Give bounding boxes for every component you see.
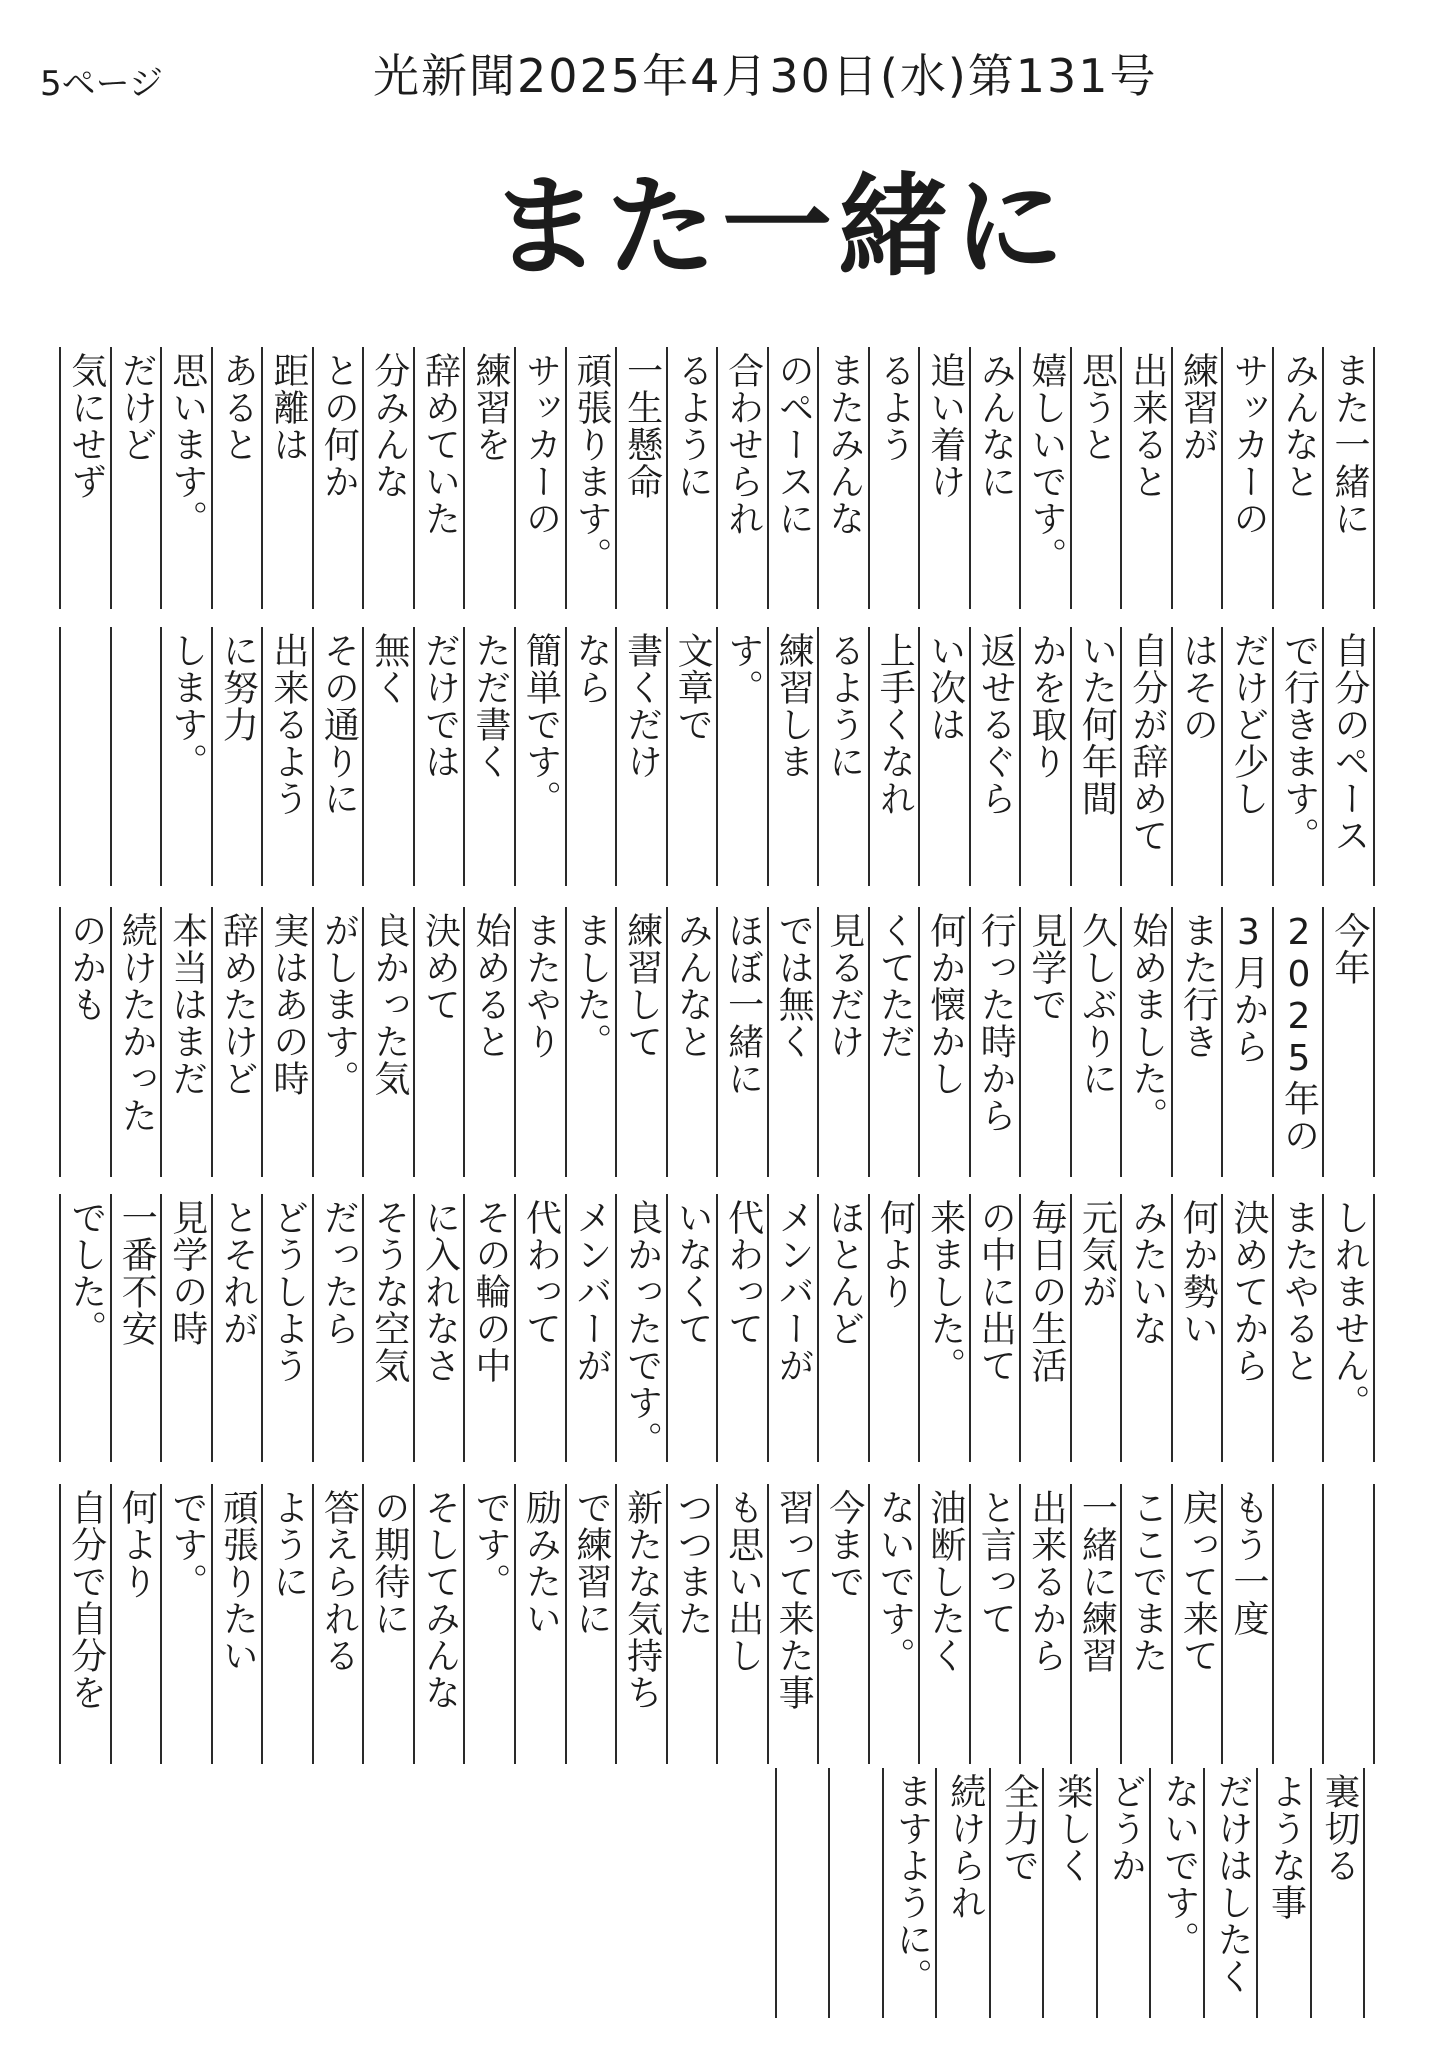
text-column: 合わせられ — [716, 347, 767, 609]
text-column: るよう — [868, 347, 919, 609]
text-column: どうか — [1096, 1768, 1149, 2018]
text-column: ここでまた — [1120, 1484, 1171, 1764]
article-title: また一緒に — [490, 163, 1070, 291]
text-column: ほぼ一緒に — [716, 907, 767, 1177]
text-column: 返せるぐら — [969, 627, 1020, 886]
text-column: 実はあの時 — [261, 907, 312, 1177]
text-column: そうな空気 — [362, 1194, 413, 1462]
text-column: と言って — [969, 1484, 1020, 1764]
text-column: だったら — [312, 1194, 363, 1462]
text-column: 練習しま — [767, 627, 818, 886]
text-column: 一生懸命 — [615, 347, 666, 609]
text-column: またみんな — [817, 347, 868, 609]
text-column: 新たな気持ち — [615, 1484, 666, 1764]
text-column: もう一度 — [1221, 1484, 1272, 1764]
text-column: がします。 — [312, 907, 363, 1177]
text-column: みたいな — [1120, 1194, 1171, 1462]
text-column: 久しぶりに — [1070, 907, 1121, 1177]
text-column: ますように。 — [882, 1768, 935, 2018]
article-block-3 — [59, 907, 1375, 1177]
text-column: す。 — [716, 627, 767, 886]
text-column: の中に出て — [969, 1194, 1020, 1462]
text-column: 戻って来て — [1171, 1484, 1222, 1764]
newspaper-masthead: 光新聞2025年4月30日(水)第131号 — [373, 49, 1158, 103]
page-number-label: 5ページ — [40, 64, 163, 104]
text-column: 距離は — [261, 347, 312, 609]
text-column: 何か勢い — [1171, 1194, 1222, 1462]
text-column: 2025年の — [1272, 907, 1323, 1177]
text-column: そしてみんな — [413, 1484, 464, 1764]
article-block-1 — [59, 347, 1375, 609]
text-column: その通りに — [312, 627, 363, 886]
blank-column — [59, 627, 110, 886]
text-column: 見学で — [1019, 907, 1070, 1177]
text-column: どうしよう — [261, 1194, 312, 1462]
text-column: はその — [1171, 627, 1222, 886]
text-column: るように — [817, 627, 868, 886]
article-block-6 — [775, 1768, 1365, 2018]
text-column: との何か — [312, 347, 363, 609]
text-column: またやると — [1272, 1194, 1323, 1462]
text-column: 気にせず — [59, 347, 110, 609]
text-column: だけど — [110, 347, 161, 609]
text-column: い次は — [918, 627, 969, 886]
text-column: るように — [666, 347, 717, 609]
text-column: 裏切る — [1310, 1768, 1363, 2018]
text-column: 元気が — [1070, 1194, 1121, 1462]
text-column: で行きます。 — [1272, 627, 1323, 886]
blank-column — [1322, 1484, 1373, 1764]
text-column: ほとんど — [817, 1194, 868, 1462]
text-column: 来ました。 — [918, 1194, 969, 1462]
text-column: 辞めていた — [413, 347, 464, 609]
text-column: 始めると — [463, 907, 514, 1177]
text-column: の期待に — [362, 1484, 413, 1764]
text-column: します。 — [160, 627, 211, 886]
text-column: 行った時から — [969, 907, 1020, 1177]
blank-column — [775, 1768, 828, 2018]
text-column: では無く — [767, 907, 818, 1177]
text-column: 見るだけ — [817, 907, 868, 1177]
text-column: ないです。 — [1149, 1768, 1202, 2018]
text-column: 3月から — [1221, 907, 1272, 1177]
text-column: いた何年間 — [1070, 627, 1121, 886]
text-column: 分みんな — [362, 347, 413, 609]
text-column: みんなと — [666, 907, 717, 1177]
text-column: 出来ると — [1120, 347, 1171, 609]
text-column: 良かったです。 — [615, 1194, 666, 1462]
text-column: 良かった気 — [362, 907, 413, 1177]
text-column: 励みたい — [514, 1484, 565, 1764]
text-column: ました。 — [565, 907, 616, 1177]
text-column: 自分が辞めて — [1120, 627, 1171, 886]
text-column: 代わって — [716, 1194, 767, 1462]
text-column: 今まで — [817, 1484, 868, 1764]
text-column: 頑張りたい — [211, 1484, 262, 1764]
text-column: ような事 — [1256, 1768, 1309, 2018]
text-column: みんなに — [969, 347, 1020, 609]
text-column: 無く — [362, 627, 413, 886]
text-column: みんなと — [1272, 347, 1323, 609]
text-column: 思うと — [1070, 347, 1121, 609]
text-column: 上手くなれ — [868, 627, 919, 886]
text-column: 見学の時 — [160, 1194, 211, 1462]
text-column: 思います。 — [160, 347, 211, 609]
text-column: いなくて — [666, 1194, 717, 1462]
text-column: のペースに — [767, 347, 818, 609]
text-column: 練習を — [463, 347, 514, 609]
text-column: 辞めたけど — [211, 907, 262, 1177]
text-column: サッカーの — [1221, 347, 1272, 609]
text-column: メンバーが — [565, 1194, 616, 1462]
text-column: のかも — [59, 907, 110, 1177]
text-column: しれません。 — [1322, 1194, 1373, 1462]
text-column: だけはしたく — [1203, 1768, 1256, 2018]
text-column: 文章で — [666, 627, 717, 886]
text-column: 自分のペース — [1322, 627, 1373, 886]
text-column: 練習して — [615, 907, 666, 1177]
text-column: とそれが — [211, 1194, 262, 1462]
text-column: 何より — [110, 1484, 161, 1764]
text-column: 一番不安 — [110, 1194, 161, 1462]
text-column: 答えられる — [312, 1484, 363, 1764]
article-block-5 — [59, 1484, 1375, 1764]
text-column: 本当はまだ — [160, 907, 211, 1177]
text-column: くてただ — [868, 907, 919, 1177]
text-column: です。 — [160, 1484, 211, 1764]
text-column: ただ書く — [463, 627, 514, 886]
text-column: 楽しく — [1042, 1768, 1095, 2018]
blank-column — [1272, 1484, 1323, 1764]
text-column: ように — [261, 1484, 312, 1764]
text-column: 出来るよう — [261, 627, 312, 886]
text-column: です。 — [463, 1484, 514, 1764]
blank-column — [110, 627, 161, 886]
text-column: 出来るから — [1019, 1484, 1070, 1764]
text-column: サッカーの — [514, 347, 565, 609]
text-column: 決めて — [413, 907, 464, 1177]
blank-column — [828, 1768, 881, 2018]
text-column: 代わって — [514, 1194, 565, 1462]
text-column: なら — [565, 627, 616, 886]
text-column: かを取り — [1019, 627, 1070, 886]
text-column: 続けられ — [935, 1768, 988, 2018]
text-column: 習って来た事 — [767, 1484, 818, 1764]
text-column: 自分で自分を — [59, 1484, 110, 1764]
text-column: だけでは — [413, 627, 464, 886]
text-column: 頑張ります。 — [565, 347, 616, 609]
text-column: 書くだけ — [615, 627, 666, 886]
text-column: また一緒に — [1322, 347, 1373, 609]
text-column: 何より — [868, 1194, 919, 1462]
text-column: 続けたかった — [110, 907, 161, 1177]
text-column: 簡単です。 — [514, 627, 565, 886]
text-column: だけど少し — [1221, 627, 1272, 886]
text-column: に入れなさ — [413, 1194, 464, 1462]
article-block-4 — [59, 1194, 1375, 1462]
text-column: も思い出し — [716, 1484, 767, 1764]
article-block-2 — [59, 627, 1375, 886]
text-column: 油断したく — [918, 1484, 969, 1764]
text-column: 始めました。 — [1120, 907, 1171, 1177]
text-column: 毎日の生活 — [1019, 1194, 1070, 1462]
text-column: メンバーが — [767, 1194, 818, 1462]
text-column: 今年 — [1322, 907, 1373, 1177]
text-column: また行き — [1171, 907, 1222, 1177]
text-column: その輪の中 — [463, 1194, 514, 1462]
text-column: 練習が — [1171, 347, 1222, 609]
text-column: 一緒に練習 — [1070, 1484, 1121, 1764]
text-column: に努力 — [211, 627, 262, 886]
text-column: 嬉しいです。 — [1019, 347, 1070, 609]
text-column: またやり — [514, 907, 565, 1177]
text-column: 決めてから — [1221, 1194, 1272, 1462]
text-column: 何か懐かし — [918, 907, 969, 1177]
text-column: でした。 — [59, 1194, 110, 1462]
text-column: ないです。 — [868, 1484, 919, 1764]
text-column: あると — [211, 347, 262, 609]
text-column: 全力で — [989, 1768, 1042, 2018]
text-column: 追い着け — [918, 347, 969, 609]
text-column: つつまた — [666, 1484, 717, 1764]
text-column: で練習に — [565, 1484, 616, 1764]
